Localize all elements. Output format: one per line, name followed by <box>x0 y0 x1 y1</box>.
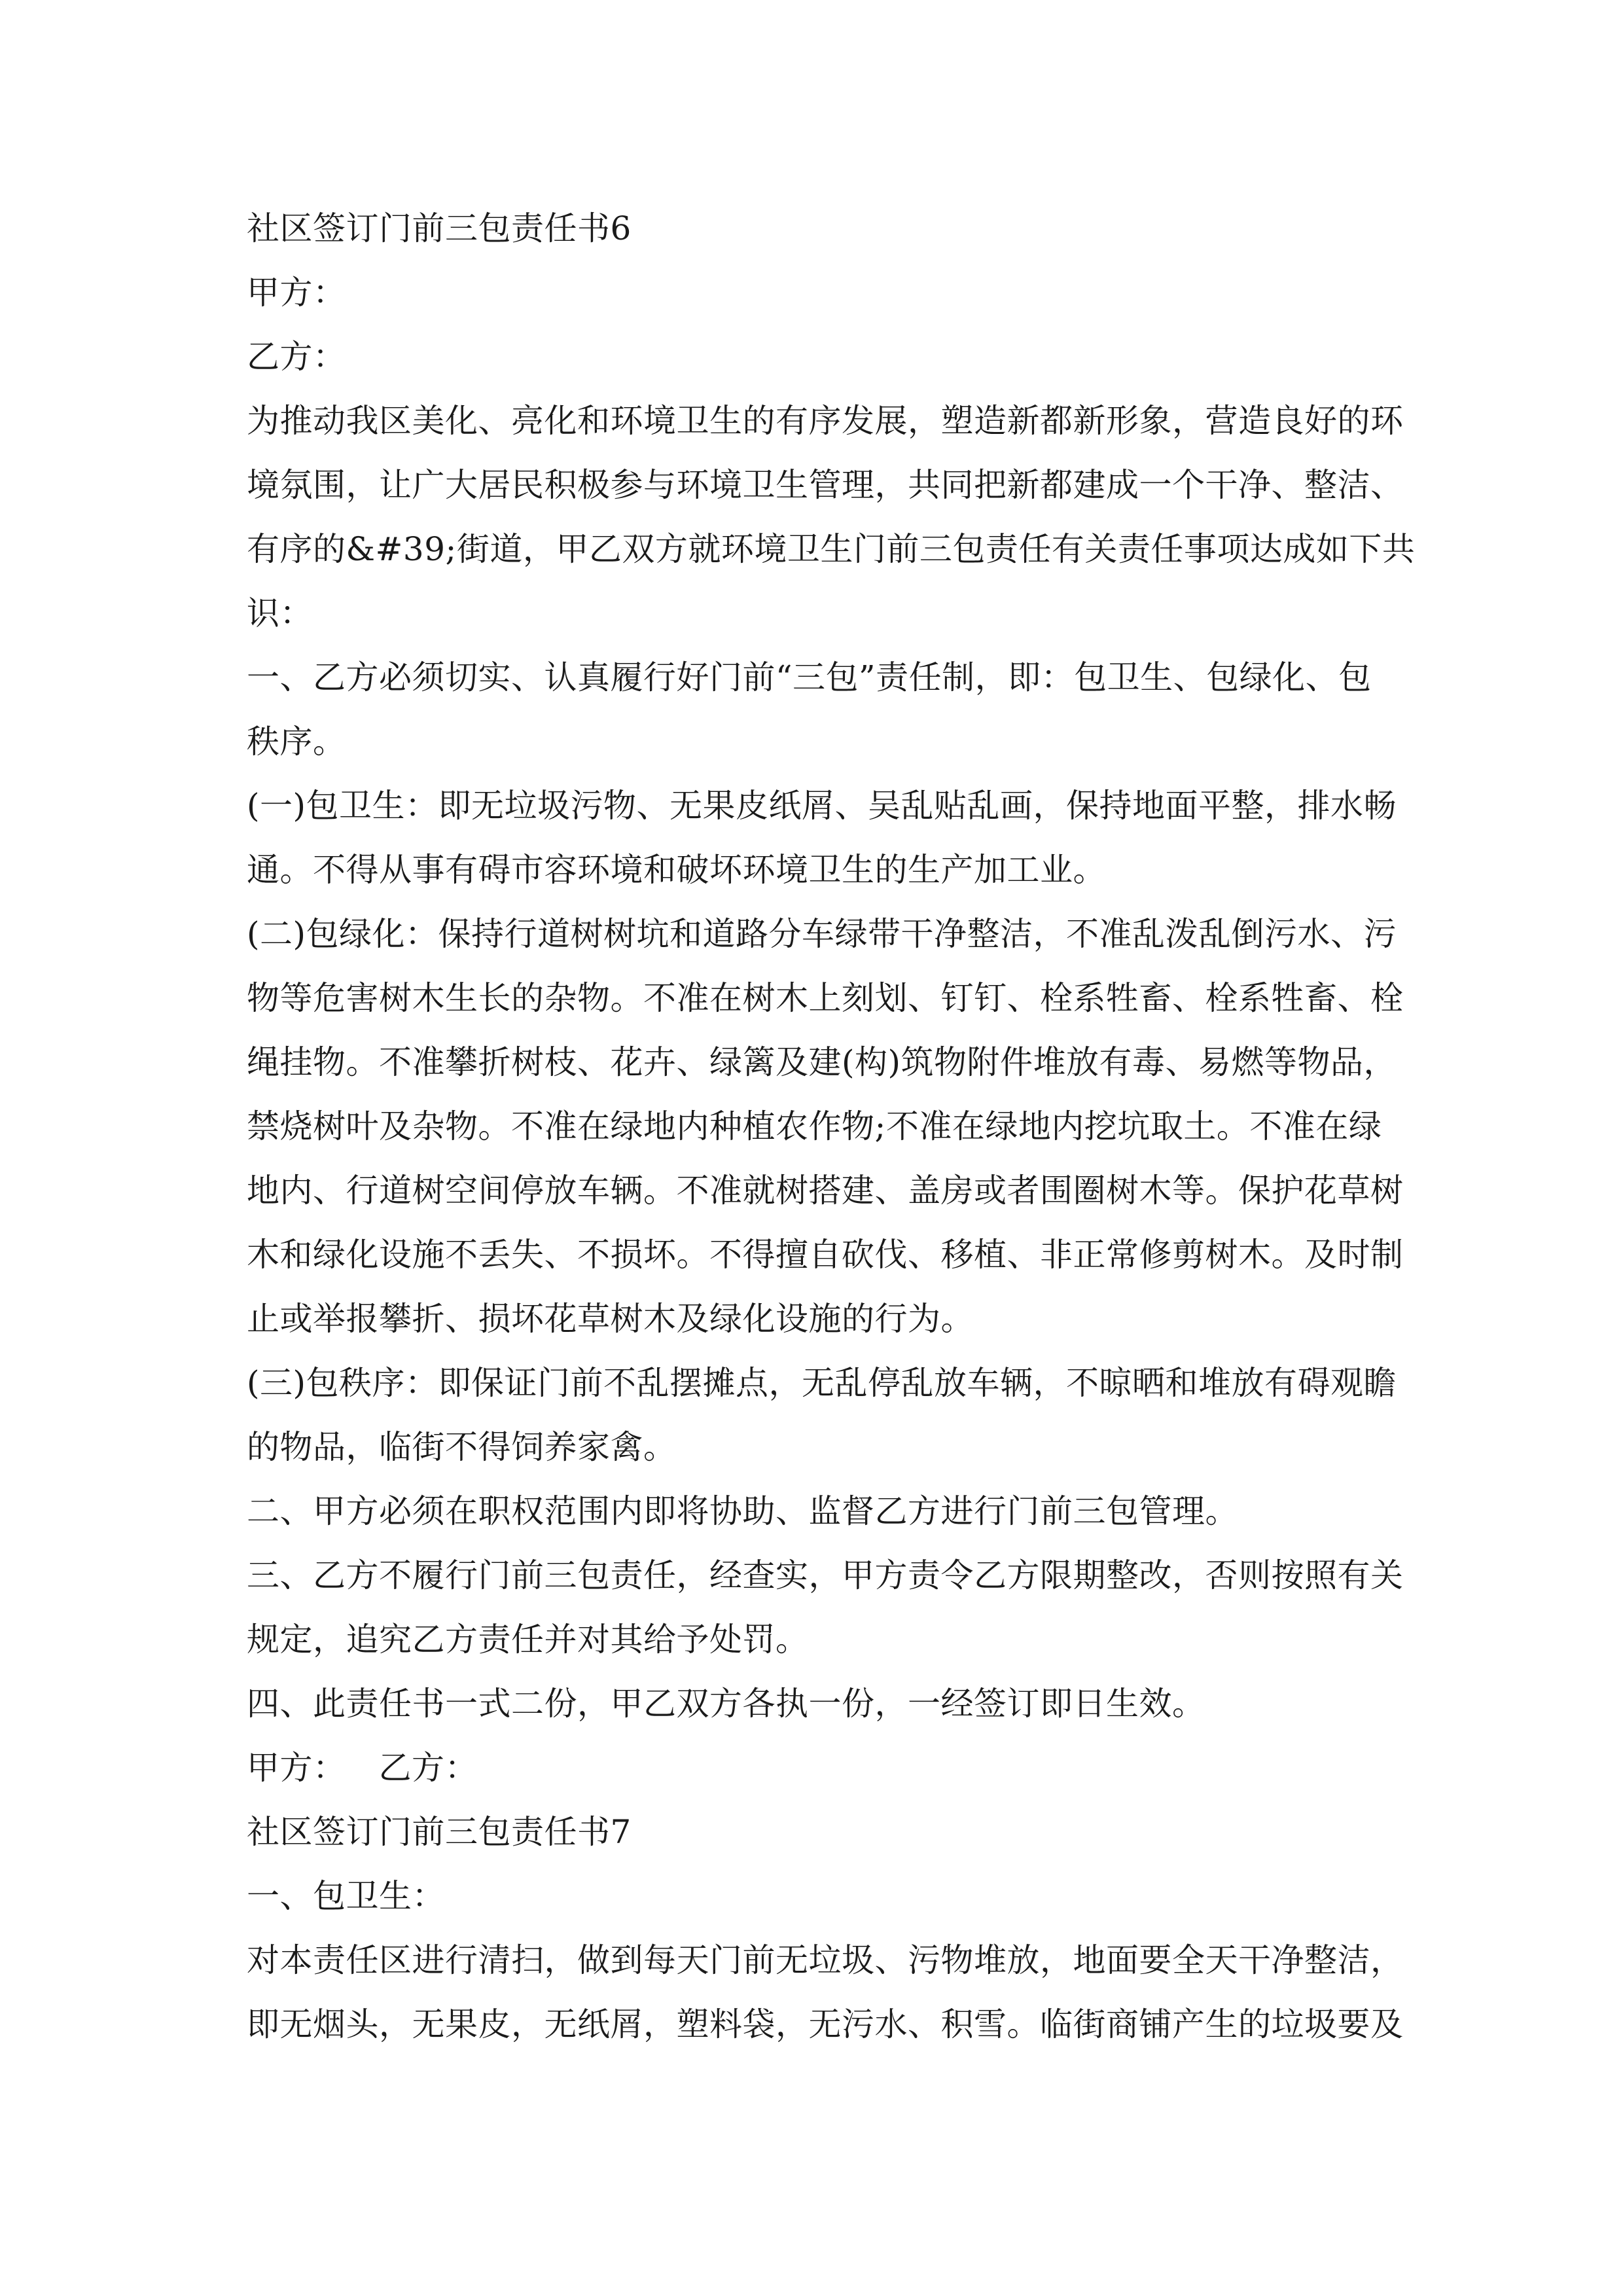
clause-line: 秩序。 <box>247 723 346 761</box>
subclause-line: 通。不得从事有碍市容环境和破坏环境卫生的生产加工业。 <box>247 851 1106 889</box>
subclause-line: 止或举报攀折、损坏花草树木及绿化设施的行为。 <box>247 1300 974 1338</box>
clause-line: 二、甲方必须在职权范围内即将协助、监督乙方进行门前三包管理。 <box>247 1492 1238 1530</box>
doc-title: 社区签订门前三包责任书7 <box>247 1813 632 1851</box>
intro-line: 识： <box>247 594 313 632</box>
intro-line: 为推动我区美化、亮化和环境卫生的有序发展，塑造新都新形象，营造良好的环 <box>247 402 1404 440</box>
subclause-line: 地内、行道树空间停放车辆。不准就树搭建、盖房或者围圈树木等。保护花草树 <box>247 1172 1404 1210</box>
paragraph-line: 对本责任区进行清扫，做到每天门前无垃圾、污物堆放，地面要全天干净整洁， <box>247 1941 1404 1979</box>
subclause-line: (三)包秩序：即保证门前不乱摆摊点，无乱停乱放车辆，不晾晒和堆放有碍观瞻 <box>247 1364 1397 1402</box>
sign-party-b: 乙方： <box>378 1749 478 1787</box>
document-page <box>247 196 1416 2056</box>
paragraph-line: 即无烟头，无果皮，无纸屑，塑料袋，无污水、积雪。临街商铺产生的垃圾要及 <box>247 2005 1404 2043</box>
clause-line: 三、乙方不履行门前三包责任，经查实，甲方责令乙方限期整改，否则按照有关 <box>247 1556 1404 1594</box>
subclause-line: 禁烧树叶及杂物。不准在绿地内种植农作物;不准在绿地内挖坑取土。不准在绿 <box>247 1107 1382 1145</box>
clause-line: 一、乙方必须切实、认真履行好门前“三包”责任制，即：包卫生、包绿化、包 <box>247 658 1372 696</box>
section-heading: 一、包卫生： <box>247 1877 445 1915</box>
subclause-line: (一)包卫生：即无垃圾污物、无果皮纸屑、吴乱贴乱画，保持地面平整，排水畅 <box>247 787 1397 825</box>
subclause-line: 木和绿化设施不丢失、不损坏。不得擅自砍伐、移植、非正常修剪树木。及时制 <box>247 1236 1404 1274</box>
clause-line: 规定，追究乙方责任并对其给予处罚。 <box>247 1621 809 1659</box>
party-b-label: 乙方： <box>247 338 346 376</box>
party-a-label: 甲方： <box>247 274 346 312</box>
clause-line: 四、此责任书一式二份，甲乙双方各执一份，一经签订即日生效。 <box>247 1685 1205 1723</box>
subclause-line: 绳挂物。不准攀折树枝、花卉、绿篱及建(构)筑物附件堆放有毒、易燃等物品， <box>247 1043 1397 1081</box>
signature-line <box>247 1736 1385 1800</box>
doc-title: 社区签订门前三包责任书6 <box>247 209 632 247</box>
subclause-line: 的物品，临街不得饲养家禽。 <box>247 1428 677 1466</box>
sign-party-a: 甲方： <box>247 1749 346 1787</box>
subclause-line: (二)包绿化：保持行道树树坑和道路分车绿带干净整洁，不准乱泼乱倒污水、污 <box>247 915 1397 953</box>
subclause-line: 物等危害树木生长的杂物。不准在树木上刻划、钉钉、栓系牲畜、栓系牲畜、栓 <box>247 979 1404 1017</box>
intro-line: 有序的&#39;街道，甲乙双方就环境卫生门前三包责任有关责任事项达成如下共 <box>247 530 1416 568</box>
intro-line: 境氛围，让广大居民积极参与环境卫生管理，共同把新都建成一个干净、整洁、 <box>247 466 1404 504</box>
